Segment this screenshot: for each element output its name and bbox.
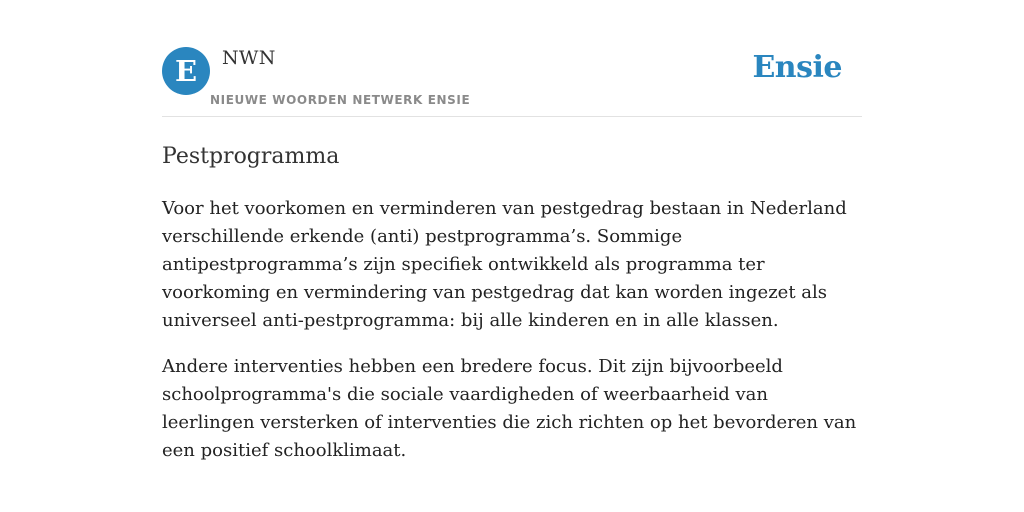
card-header	[162, 40, 862, 117]
author-name[interactable]: NWN	[222, 47, 276, 69]
definition-card	[162, 40, 862, 465]
article-paragraph-1: Voor het voorkomen en verminderen van pestgedrag bestaan in Nederland verschillende erkende (anti) pestprogramma’s. Sommige antipestprogramma’s zijn specifiek ontwikkeld als programma ter voorkoming en vermindering van pestgedrag dat kan worden ingezet als universeel anti-pestprogramma: bij alle kinderen en in alle klassen.	[162, 198, 847, 331]
author-avatar[interactable]: E	[162, 47, 210, 95]
ensie-logo[interactable]: Ensie	[752, 50, 842, 85]
article-title: Pestprogramma	[162, 144, 340, 169]
article-paragraph-2: Andere interventies hebben een bredere focus. Dit zijn bijvoorbeeld schoolprogramma's die sociale vaardigheden of weerbaarheid van leerlingen versterken of interventies die zich richten op het bevorderen van een positief schoolklimaat.	[162, 356, 857, 461]
author-subtitle: NIEUWE WOORDEN NETWERK ENSIE	[210, 93, 471, 107]
